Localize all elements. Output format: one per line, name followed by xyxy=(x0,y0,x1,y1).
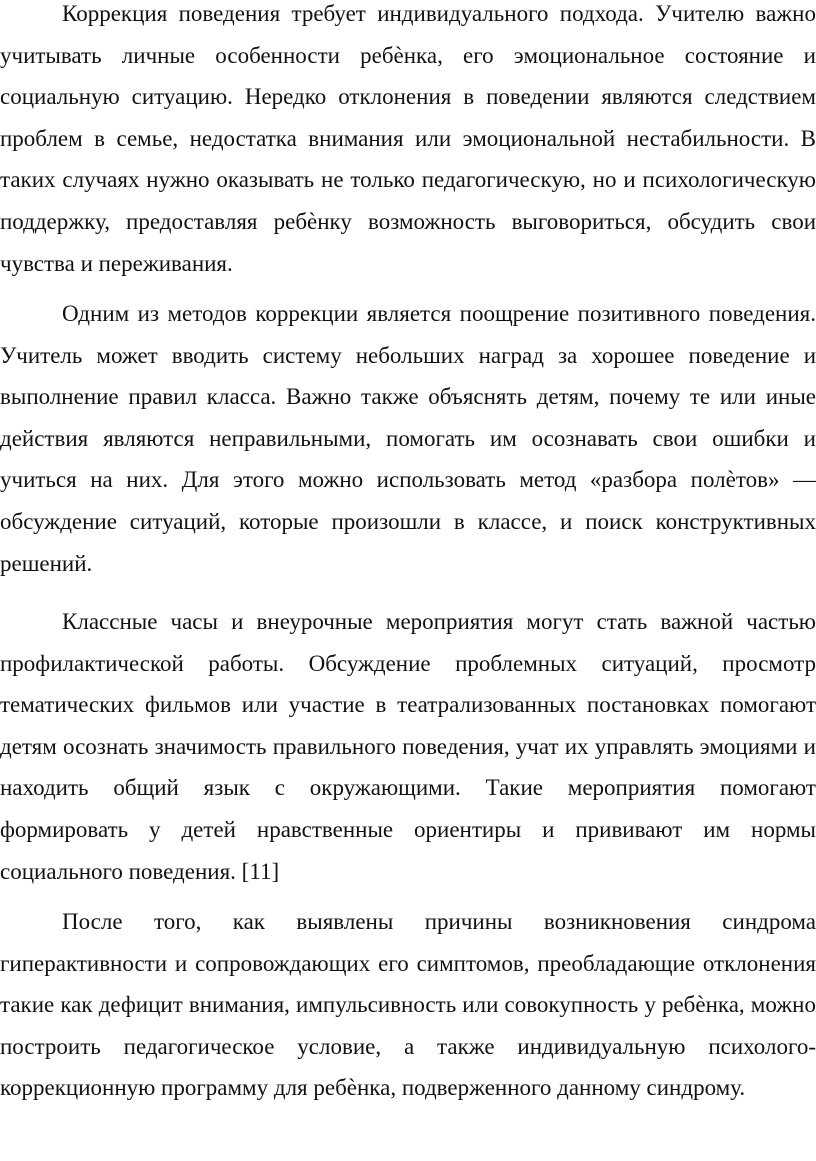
paragraph-hyperactivity-program: После того, как выявлены причины возникновения синдрома гиперактивности и сопровождающих его симптомов, преобладающие отклонения такие как дефицит внимания, импульсивность или совокупность у ребѐнка, можно построить педагогическое условие, а также индивидуальную психолого-коррекционную программу для ребѐнка, подверженного данному синдрому. xyxy=(0,909,816,1101)
paragraph-behavior-correction: Коррекция поведения требует индивидуального подхода. Учителю важно учитывать личные особенности ребѐнка, его эмоциональное состояние и социальную ситуацию. Нередко отклонения в поведении являются следствием проблем в семье, недостатка внимания или эмоциональной нестабильности. В таких случаях нужно оказывать не только педагогическую, но и психологическую поддержку, предоставляя ребѐнку возможность выговориться, обсудить свои чувства и переживания. xyxy=(0,1,816,276)
paragraph-correction-methods: Одним из методов коррекции является поощрение позитивного поведения. Учитель может вводить систему небольших наград за хорошее поведение и выполнение правил класса. Важно также объяснять детям, почему те или иные действия являются неправильными, помогать им осознавать свои ошибки и учиться на них. Для этого можно использовать метод «разбора полѐтов» — обсуждение ситуаций, которые произошли в классе, и поиск конструктивных решений. xyxy=(0,301,816,576)
paragraph-class-activities: Классные часы и внеурочные мероприятия могут стать важной частью профилактической работы. Обсуждение проблемных ситуаций, просмотр тематических фильмов или участие в театрализованных постановках помогают детям осознать значимость правильного поведения, учат их управлять эмоциями и находить общий язык с окружающими. Такие мероприятия помогают формировать у детей нравственные ориентиры и прививают им нормы социального поведения. [11] xyxy=(0,609,816,884)
